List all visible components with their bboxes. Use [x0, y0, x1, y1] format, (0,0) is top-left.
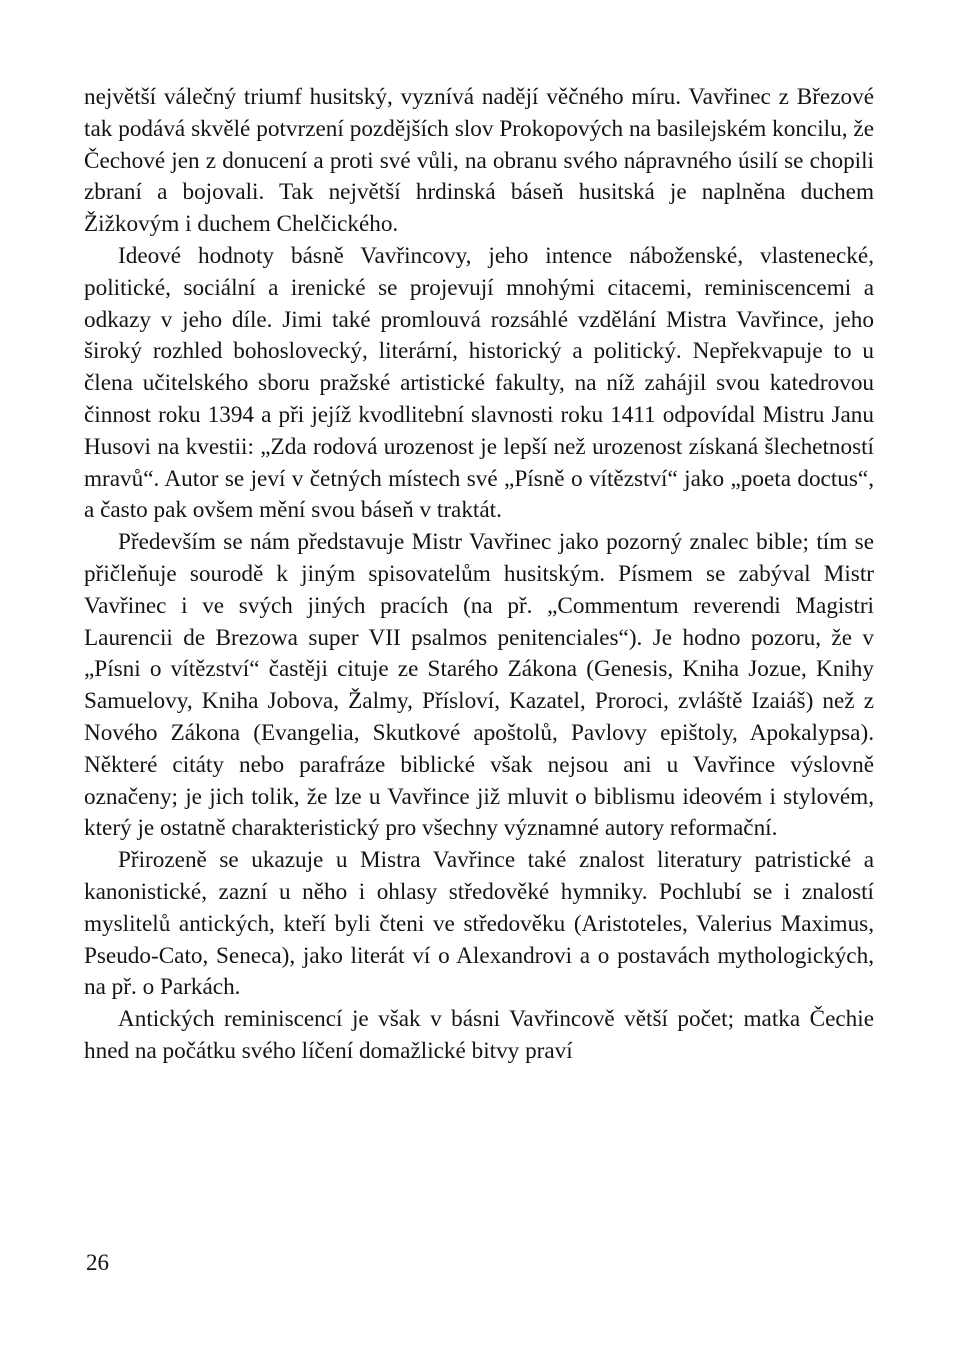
paragraph-2: Ideové hodnoty básně Vavřincovy, jeho intence náboženské, vlastenecké, politické, sociální a irenické se projevují mnohými citacemi, reminiscencemi a odkazy v jeho díle. Jimi také promlouvá rozsáhlé vzdělání Mistra Vavřince, jeho široký rozhled bohoslovecký, literární, historický a politický. Nepřekvapuje to u člena učitelského sboru pražské artistické fakulty, na níž zahájil svou katedrovou činnost roku 1394 a při jejíž kvodlitební slavnosti roku 1411 odpovídal Mistru Janu Husovi na kvestii: „Zda rodová urozenost je lepší než urozenost získaná šlechetností mravů“. Autor se jeví v četných místech své „Písně o vítězství“ jako „poeta doctus“, a často pak ovšem mění svou báseň v traktát. [84, 242, 874, 524]
paragraph-1: největší válečný triumf husitský, vyznívá nadějí věčného míru. Vavřinec z Březové tak podává skvělé potvrzení pozdějších slov Prokopových na basilejském koncilu, že Čechové jen z donucení a proti své vůli, na obranu svého nápravného úsilí se chopili zbraní a bojovali. Tak největší hrdinská báseň husitská je naplněna duchem Žižkovým i duchem Chelčického. [84, 84, 874, 238]
paragraph-4: Přirozeně se ukazuje u Mistra Vavřince také znalost literatury patristické a kanonistické, zazní u něho i ohlasy středověké hymniky. Pochlubí se i znalostí myslitelů antických, kteří byli čteni ve středověku (Aristoteles, Valerius Maximus, Pseudo-Cato, Seneca), jako literát ví o Alexandrovi a o postavách mythologických, na př. o Parkách. [84, 847, 874, 1001]
paragraph-5: Antických reminiscencí je však v básni Vavřincově větší počet; matka Čechie hned na počátku svého líčení domažlické bitvy praví [84, 1006, 874, 1064]
page-number: 26 [86, 1250, 109, 1275]
paragraph-3: Především se nám představuje Mistr Vavřinec jako pozorný znalec bible; tím se přičleňuje sourodě k jiným spisovatelům husitským. Písmem se zabýval Mistr Vavřinec i ve svých jiných pracích (na př. „Commentum reverendi Magistri Laurencii de Brezowa super VII psalmos penitenciales“). Je hodno pozoru, že v „Písni o vítězství“ častěji cituje ze Starého Zákona (Genesis, Kniha Jozue, Knihy Samuelovy, Kniha Jobova, Žalmy, Přísloví, Kazatel, Proroci, zvláště Izaiáš) než z Nového Zákona (Evangelia, Skutkové apoštolů, Pavlovy epištoly, Apokalypsa). Některé citáty nebo parafráze biblické však nejsou ani u Vavřince výslovně označeny; je jich tolik, že lze u Vavřince již mluvit o biblismu ideovém i stylovém, který je ostatně charakteristický pro všechny významné autory reformační. [84, 529, 874, 842]
page-body [84, 82, 874, 1068]
